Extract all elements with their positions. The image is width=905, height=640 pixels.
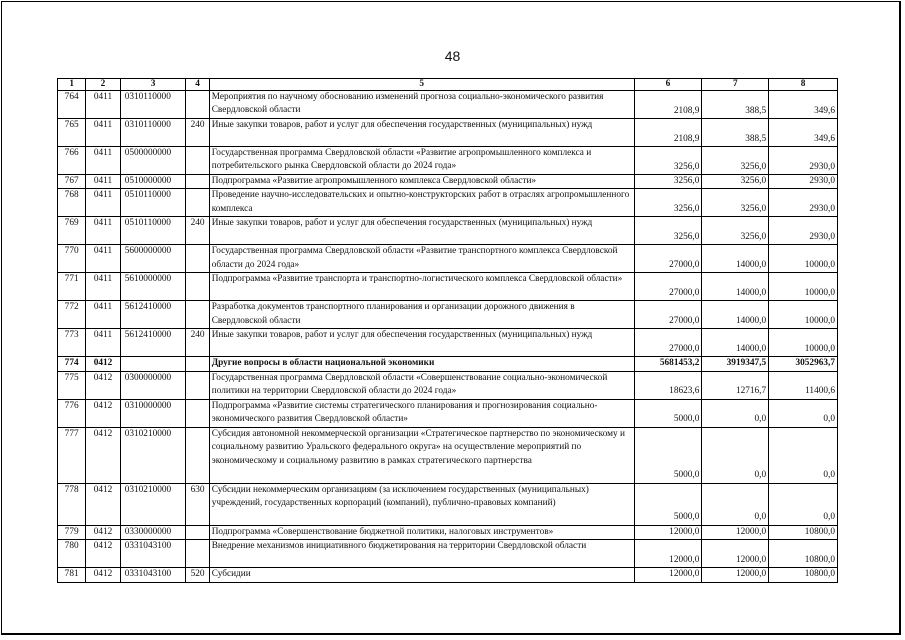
section-code-cell: 0412 [86, 427, 120, 483]
target-article-cell: 0310210000 [120, 427, 186, 483]
amount-year1-cell: 3256,0 [634, 217, 702, 245]
name-cell: Разработка документов транспортного планирования и организации дорожного движения в Свердловской области [209, 301, 634, 329]
amount-year2-cell: 388,5 [702, 119, 769, 147]
row-number-cell: 768 [58, 189, 86, 217]
table-body [58, 91, 838, 583]
amount-year1-cell: 5000,0 [634, 483, 702, 525]
amount-year2-cell: 388,5 [702, 91, 769, 119]
header-col-5: 5 [209, 79, 634, 91]
table-row [58, 175, 838, 189]
header-col-7: 7 [702, 79, 769, 91]
table-row [58, 525, 838, 539]
amount-year2-cell: 14000,0 [702, 329, 769, 357]
expense-type-cell [186, 147, 209, 175]
amount-year3-cell: 0,0 [769, 483, 838, 525]
amount-year3-cell: 0,0 [769, 427, 838, 483]
expense-type-cell [186, 91, 209, 119]
section-code-cell: 0412 [86, 540, 120, 568]
target-article-cell: 5612410000 [120, 301, 186, 329]
section-code-cell: 0411 [86, 217, 120, 245]
header-col-4: 4 [186, 79, 209, 91]
budget-table [57, 78, 838, 583]
row-number-cell: 764 [58, 91, 86, 119]
name-cell: Субсидии [209, 568, 634, 582]
amount-year3-cell: 2930,0 [769, 175, 838, 189]
amount-year1-cell: 12000,0 [634, 540, 702, 568]
table-row [58, 568, 838, 582]
amount-year1-cell: 2108,9 [634, 119, 702, 147]
expense-type-cell: 240 [186, 119, 209, 147]
row-number-cell: 772 [58, 301, 86, 329]
target-article-cell: 0331043100 [120, 568, 186, 582]
amount-year2-cell: 3256,0 [702, 175, 769, 189]
name-cell: Мероприятия по научному обоснованию изменений прогноза социально-экономического развития Свердловской области [209, 91, 634, 119]
target-article-cell: 0310110000 [120, 91, 186, 119]
section-code-cell: 0411 [86, 91, 120, 119]
amount-year1-cell: 27000,0 [634, 273, 702, 301]
target-article-cell: 0310000000 [120, 399, 186, 427]
section-code-cell: 0411 [86, 147, 120, 175]
expense-type-cell: 240 [186, 217, 209, 245]
name-cell: Подпрограмма «Развитие транспорта и транспортно-логистического комплекса Свердловской области» [209, 273, 634, 301]
amount-year3-cell: 10000,0 [769, 329, 838, 357]
row-number-cell: 780 [58, 540, 86, 568]
expense-type-cell [186, 427, 209, 483]
expense-type-cell [186, 540, 209, 568]
amount-year2-cell: 14000,0 [702, 245, 769, 273]
section-code-cell: 0411 [86, 189, 120, 217]
amount-year2-cell: 0,0 [702, 399, 769, 427]
amount-year2-cell: 12000,0 [702, 525, 769, 539]
amount-year3-cell: 349,6 [769, 119, 838, 147]
table-row [58, 329, 838, 357]
amount-year1-cell: 18623,6 [634, 371, 702, 399]
table-row [58, 273, 838, 301]
section-code-cell: 0412 [86, 357, 120, 371]
table-row [58, 189, 838, 217]
table-row [58, 119, 838, 147]
amount-year3-cell: 349,6 [769, 91, 838, 119]
table-row [58, 371, 838, 399]
target-article-cell: 5612410000 [120, 329, 186, 357]
amount-year1-cell: 5000,0 [634, 399, 702, 427]
amount-year1-cell: 3256,0 [634, 147, 702, 175]
row-number-cell: 778 [58, 483, 86, 525]
table-row [58, 540, 838, 568]
name-cell: Иные закупки товаров, работ и услуг для обеспечения государственных (муниципальных) нужд [209, 217, 634, 245]
page-number: 48 [444, 48, 461, 64]
amount-year3-cell: 11400,6 [769, 371, 838, 399]
table-row [58, 91, 838, 119]
row-number-cell: 769 [58, 217, 86, 245]
amount-year2-cell: 12716,7 [702, 371, 769, 399]
row-number-cell: 777 [58, 427, 86, 483]
table-row [58, 357, 838, 371]
name-cell: Государственная программа Свердловской области «Совершенствование социально-экономической политики на территории Свердловской области до 2024 года» [209, 371, 634, 399]
amount-year3-cell: 2930,0 [769, 189, 838, 217]
amount-year2-cell: 12000,0 [702, 540, 769, 568]
table-row [58, 399, 838, 427]
amount-year2-cell: 12000,0 [702, 568, 769, 582]
row-number-cell: 765 [58, 119, 86, 147]
amount-year1-cell: 27000,0 [634, 245, 702, 273]
amount-year1-cell: 27000,0 [634, 329, 702, 357]
amount-year1-cell: 12000,0 [634, 568, 702, 582]
amount-year2-cell: 14000,0 [702, 301, 769, 329]
header-col-1: 1 [58, 79, 86, 91]
amount-year1-cell: 27000,0 [634, 301, 702, 329]
name-cell: Субсидия автономной некоммерческой организации «Стратегическое партнерство по экономическому и социальному развитию Уральского федерального округа» на осуществление мероприятий по экономическому и социальному развитию в рамках стратегического партнерства [209, 427, 634, 483]
target-article-cell: 0510110000 [120, 189, 186, 217]
amount-year3-cell: 0,0 [769, 399, 838, 427]
amount-year2-cell: 3256,0 [702, 217, 769, 245]
name-cell: Другие вопросы в области национальной экономики [209, 357, 634, 371]
target-article-cell: 0330000000 [120, 525, 186, 539]
row-number-cell: 779 [58, 525, 86, 539]
section-code-cell: 0412 [86, 525, 120, 539]
table-row [58, 217, 838, 245]
expense-type-cell [186, 371, 209, 399]
name-cell: Государственная программа Свердловской области «Развитие транспортного комплекса Свердловской области до 2024 года» [209, 245, 634, 273]
amount-year2-cell: 3256,0 [702, 189, 769, 217]
section-code-cell: 0411 [86, 273, 120, 301]
amount-year2-cell: 0,0 [702, 483, 769, 525]
amount-year3-cell: 10000,0 [769, 273, 838, 301]
expense-type-cell [186, 357, 209, 371]
expense-type-cell: 240 [186, 329, 209, 357]
target-article-cell: 5600000000 [120, 245, 186, 273]
target-article-cell: 0331043100 [120, 540, 186, 568]
amount-year2-cell: 3256,0 [702, 147, 769, 175]
table-row [58, 427, 838, 483]
header-col-3: 3 [120, 79, 186, 91]
header-col-8: 8 [769, 79, 838, 91]
section-code-cell: 0411 [86, 301, 120, 329]
name-cell: Проведение научно-исследовательских и опытно-конструкторских работ в отраслях агропромышленного комплекса [209, 189, 634, 217]
table-row [58, 301, 838, 329]
amount-year2-cell: 3919347,5 [702, 357, 769, 371]
row-number-cell: 774 [58, 357, 86, 371]
section-code-cell: 0412 [86, 371, 120, 399]
amount-year1-cell: 12000,0 [634, 525, 702, 539]
header-col-2: 2 [86, 79, 120, 91]
amount-year2-cell: 0,0 [702, 427, 769, 483]
section-code-cell: 0411 [86, 245, 120, 273]
name-cell: Подпрограмма «Совершенствование бюджетной политики, налоговых инструментов» [209, 525, 634, 539]
row-number-cell: 770 [58, 245, 86, 273]
amount-year1-cell: 5681453,2 [634, 357, 702, 371]
section-code-cell: 0412 [86, 483, 120, 525]
row-number-cell: 767 [58, 175, 86, 189]
section-code-cell: 0411 [86, 329, 120, 357]
name-cell: Иные закупки товаров, работ и услуг для обеспечения государственных (муниципальных) нужд [209, 119, 634, 147]
expense-type-cell [186, 399, 209, 427]
amount-year3-cell: 10000,0 [769, 301, 838, 329]
target-article-cell: 5610000000 [120, 273, 186, 301]
target-article-cell: 0310110000 [120, 119, 186, 147]
amount-year3-cell: 10800,0 [769, 568, 838, 582]
amount-year3-cell: 3052963,7 [769, 357, 838, 371]
row-number-cell: 766 [58, 147, 86, 175]
row-number-cell: 776 [58, 399, 86, 427]
amount-year2-cell: 14000,0 [702, 273, 769, 301]
row-number-cell: 775 [58, 371, 86, 399]
table-row [58, 483, 838, 525]
section-code-cell: 0411 [86, 119, 120, 147]
amount-year1-cell: 5000,0 [634, 427, 702, 483]
expense-type-cell [186, 273, 209, 301]
target-article-cell: 0510110000 [120, 217, 186, 245]
expense-type-cell [186, 525, 209, 539]
amount-year1-cell: 3256,0 [634, 189, 702, 217]
section-code-cell: 0412 [86, 568, 120, 582]
amount-year3-cell: 10000,0 [769, 245, 838, 273]
amount-year3-cell: 2930,0 [769, 217, 838, 245]
target-article-cell: 0510000000 [120, 175, 186, 189]
table-row [58, 147, 838, 175]
expense-type-cell [186, 245, 209, 273]
target-article-cell: 0300000000 [120, 371, 186, 399]
expense-type-cell [186, 175, 209, 189]
expense-type-cell: 520 [186, 568, 209, 582]
name-cell: Субсидии некоммерческим организациям (за исключением государственных (муниципальных) учреждений, государственных корпораций (компаний), публично-правовых компаний) [209, 483, 634, 525]
row-number-cell: 781 [58, 568, 86, 582]
name-cell: Внедрение механизмов инициативного бюджетирования на территории Свердловской области [209, 540, 634, 568]
name-cell: Подпрограмма «Развитие системы стратегического планирования и прогнозирования социально-экономического развития Свердловской области» [209, 399, 634, 427]
table-header-row [58, 79, 838, 91]
target-article-cell [120, 357, 186, 371]
target-article-cell: 0310210000 [120, 483, 186, 525]
name-cell: Иные закупки товаров, работ и услуг для обеспечения государственных (муниципальных) нужд [209, 329, 634, 357]
expense-type-cell [186, 189, 209, 217]
table-row [58, 245, 838, 273]
section-code-cell: 0411 [86, 175, 120, 189]
amount-year3-cell: 10800,0 [769, 525, 838, 539]
name-cell: Государственная программа Свердловской области «Развитие агропромышленного комплекса и потребительского рынка Свердловской области до 2024 года» [209, 147, 634, 175]
expense-type-cell: 630 [186, 483, 209, 525]
amount-year3-cell: 2930,0 [769, 147, 838, 175]
row-number-cell: 771 [58, 273, 86, 301]
header-col-6: 6 [634, 79, 702, 91]
target-article-cell: 0500000000 [120, 147, 186, 175]
amount-year1-cell: 3256,0 [634, 175, 702, 189]
name-cell: Подпрограмма «Развитие агропромышленного комплекса Свердловской области» [209, 175, 634, 189]
amount-year1-cell: 2108,9 [634, 91, 702, 119]
expense-type-cell [186, 301, 209, 329]
row-number-cell: 773 [58, 329, 86, 357]
amount-year3-cell: 10800,0 [769, 540, 838, 568]
section-code-cell: 0412 [86, 399, 120, 427]
